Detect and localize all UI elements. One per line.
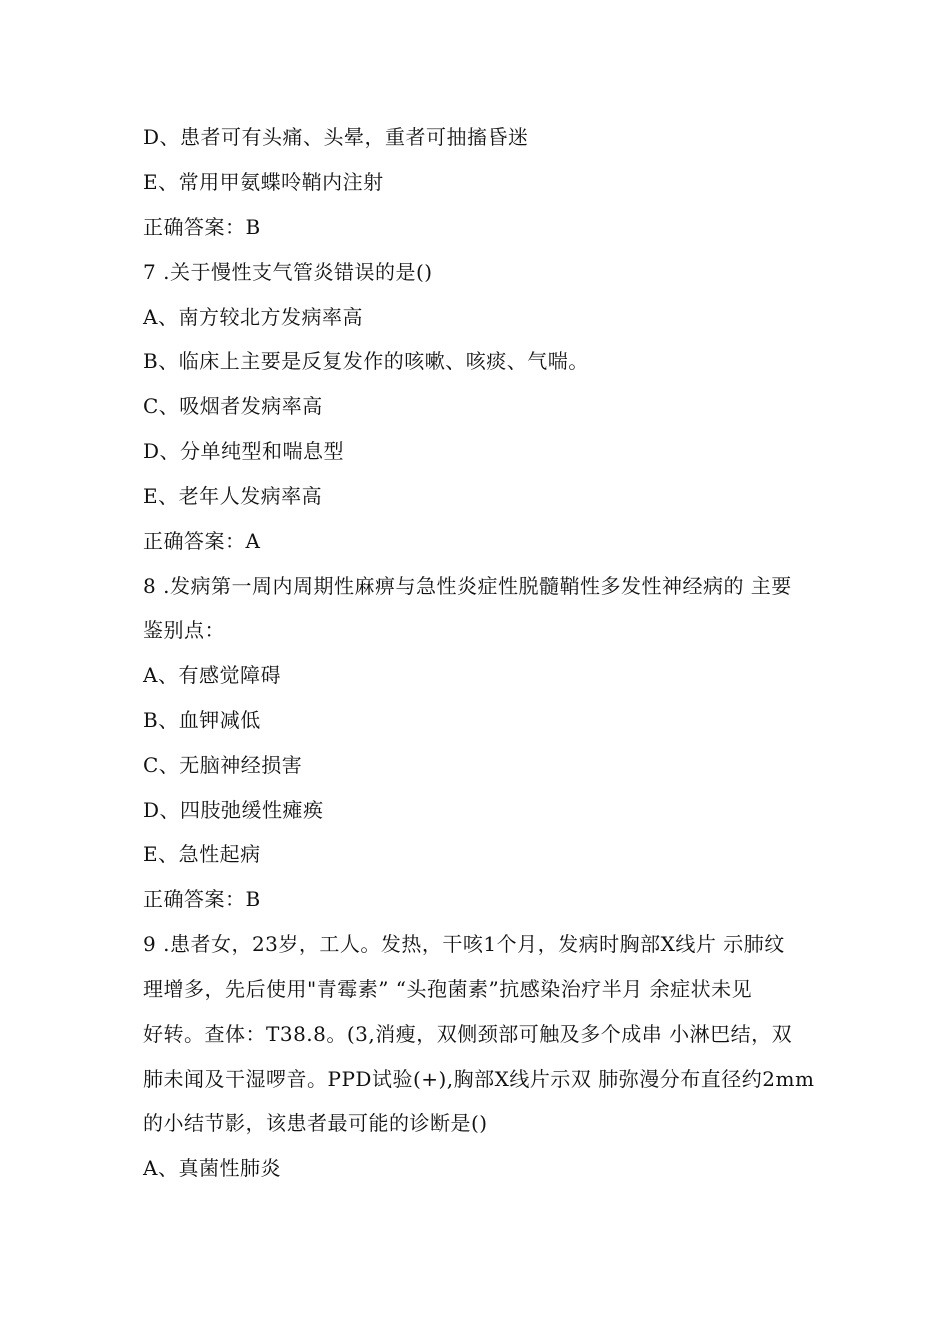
question-9-line-1: 9 .患者女，23岁，工人。发热，干咳1个月，发病时胸部X线片 示肺纹 [143, 932, 785, 956]
option-e-q8: E、急性起病 [143, 842, 261, 866]
option-d-q8: D、四肢弛缓性瘫痪 [143, 798, 324, 822]
option-b-q8: B、血钾减低 [143, 708, 261, 732]
option-d-q6: D、患者可有头痛、头晕，重者可抽搐昏迷 [143, 125, 529, 149]
question-9-line-5: 的小结节影，该患者最可能的诊断是() [143, 1111, 488, 1135]
option-a-q9: A、真菌性肺炎 [143, 1156, 281, 1180]
question-9-line-2: 理增多，先后使用"青霉素” “头孢菌素”抗感染治疗半月 余症状未见 [143, 977, 753, 1001]
question-8-line-2: 鉴别点： [143, 618, 225, 642]
option-e-q6: E、常用甲氨蝶呤鞘内注射 [143, 170, 384, 194]
question-9-line-4: 肺未闻及干湿啰音。PPD试验(+),胸部X线片示双 肺弥漫分布直径约2mm [143, 1067, 815, 1091]
question-7: 7 .关于慢性支气管炎错误的是() [143, 260, 433, 284]
question-8-line-1: 8 .发病第一周内周期性麻痹与急性炎症性脱髓鞘性多发性神经病的 主要 [143, 574, 792, 598]
option-e-q7: E、老年人发病率高 [143, 484, 323, 508]
option-d-q7: D、分单纯型和喘息型 [143, 439, 345, 463]
answer-q8: 正确答案：B [143, 887, 261, 911]
answer-q7: 正确答案：A [143, 529, 261, 553]
option-b-q7: B、临床上主要是反复发作的咳嗽、咳痰、气喘。 [143, 349, 589, 373]
question-9-line-3: 好转。查体：T38.8。(3,消瘦，双侧颈部可触及多个成串 小淋巴结，双 [143, 1022, 793, 1046]
option-a-q7: A、南方较北方发病率高 [143, 305, 363, 329]
option-c-q8: C、无脑神经损害 [143, 753, 303, 777]
option-a-q8: A、有感觉障碍 [143, 663, 281, 687]
answer-q6: 正确答案：B [143, 215, 261, 239]
option-c-q7: C、吸烟者发病率高 [143, 394, 323, 418]
